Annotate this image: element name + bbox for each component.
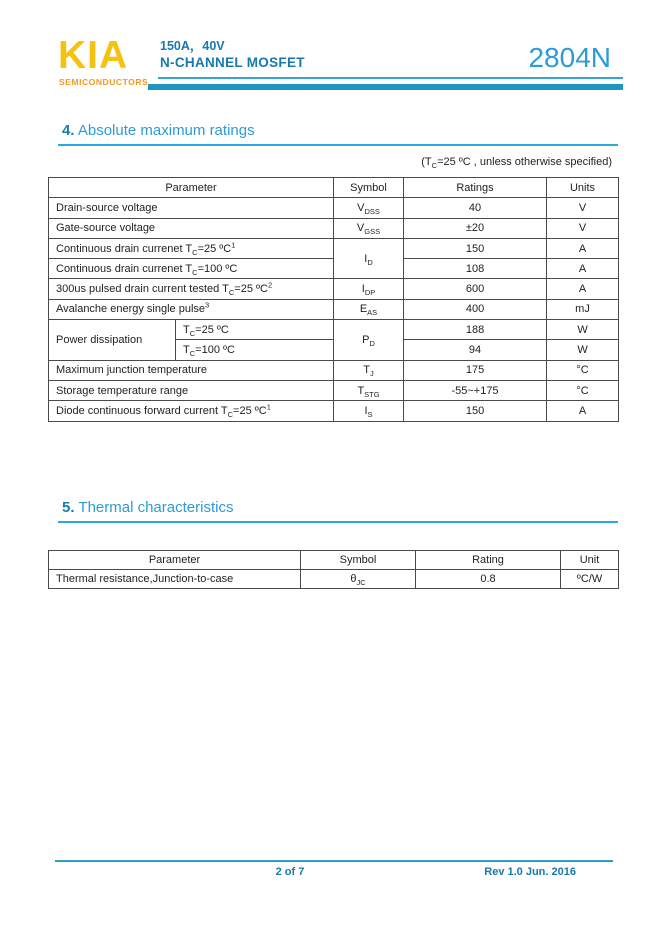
section4-number: 4.	[62, 122, 75, 139]
unit-vdss: V	[547, 198, 619, 218]
header-rule-thick	[148, 84, 623, 90]
table-row	[49, 570, 619, 589]
table-row	[49, 238, 619, 258]
symbol-vdss: $V_{DSS}$	[334, 198, 404, 218]
unit-id-100: A	[547, 259, 619, 279]
footer-rule	[55, 860, 613, 862]
rating-eas: 400	[404, 299, 547, 319]
section5-number: 5.	[62, 499, 75, 516]
rating-idp: 600	[404, 279, 547, 299]
col-header-ratings: Ratings	[404, 178, 547, 198]
rating-pd-25: 188	[404, 320, 547, 340]
table-row	[49, 279, 619, 299]
part-number: 2804N	[528, 42, 611, 73]
param-max-junction-temperature: Maximum junction temperature	[49, 360, 334, 380]
section4-heading	[62, 122, 255, 139]
rating-tstg: -55~+175	[404, 380, 547, 400]
table-row	[49, 360, 619, 380]
page-number: 2 of 7	[275, 866, 305, 878]
unit-tj: °C	[547, 360, 619, 380]
unit-tstg: °C	[547, 380, 619, 400]
rating-id-25: 150	[404, 238, 547, 258]
symbol-vgss: $V_{GSS}$	[334, 218, 404, 238]
param-continuous-drain-current-25: Continuous drain currenet $T_C=25$ ºC$^1$	[49, 238, 334, 258]
rating-theta-jc: 0.8	[416, 570, 561, 589]
condition-pd-25: $T_C=25$ ºC	[176, 320, 334, 340]
param-continuous-drain-current-100: Continuous drain currenet $T_C=100$ ºC	[49, 259, 334, 279]
table-row	[49, 198, 619, 218]
section5-underline	[58, 521, 618, 523]
thermal-characteristics-table	[48, 550, 619, 589]
table-row	[49, 320, 619, 340]
section4-underline	[58, 144, 618, 146]
param-diode-forward-current: Diode continuous forward current $T_C=25$ ºC$^1$	[49, 401, 334, 421]
col-header-symbol: Symbol	[301, 551, 416, 570]
col-header-parameter: Parameter	[49, 551, 301, 570]
unit-pd-25: W	[547, 320, 619, 340]
symbol-pd: $P_D$	[334, 320, 404, 361]
col-header-rating: Rating	[416, 551, 561, 570]
col-header-parameter: Parameter	[49, 178, 334, 198]
table-row	[49, 401, 619, 421]
unit-is: A	[547, 401, 619, 421]
symbol-tstg: $T_{STG}$	[334, 380, 404, 400]
param-avalanche-energy: Avalanche energy single pulse$^3$	[49, 299, 334, 319]
rating-tj: 175	[404, 360, 547, 380]
table-row	[49, 380, 619, 400]
col-header-units: Units	[547, 178, 619, 198]
param-power-dissipation: Power dissipation	[49, 320, 176, 361]
param-gate-source-voltage: Gate-source voltage	[49, 218, 334, 238]
condition-pd-100: $T_C=100$ ºC	[176, 340, 334, 360]
symbol-tj: $T_J$	[334, 360, 404, 380]
unit-idp: A	[547, 279, 619, 299]
param-pulsed-drain-current: 300us pulsed drain current tested $T_C=25$ ºC$^2$	[49, 279, 334, 299]
section5-heading	[62, 499, 233, 516]
section4-title: Absolute maximum ratings	[74, 122, 255, 139]
rating-vdss: 40	[404, 198, 547, 218]
param-storage-temperature: Storage temperature range	[49, 380, 334, 400]
table-row	[49, 218, 619, 238]
rating-id-100: 108	[404, 259, 547, 279]
unit-eas: mJ	[547, 299, 619, 319]
col-header-unit: Unit	[561, 551, 619, 570]
header-rule-thin	[158, 77, 623, 79]
logo-tagline: SEMICONDUCTORS	[59, 77, 149, 87]
conditions-note: ($T_C=25$ ºC , unless otherwise specified)	[421, 156, 612, 171]
table-header-row	[49, 178, 619, 198]
symbol-idp: $I_{DP}$	[334, 279, 404, 299]
section5-title: Thermal characteristics	[74, 499, 234, 516]
param-thermal-resistance: Thermal resistance,Junction-to-case	[49, 570, 301, 589]
unit-vgss: V	[547, 218, 619, 238]
revision-label: Rev 1.0 Jun. 2016	[484, 866, 576, 878]
table-header-row	[49, 551, 619, 570]
rating-pd-100: 94	[404, 340, 547, 360]
symbol-theta-jc: $\theta_{JC}$	[301, 570, 416, 589]
table-row	[49, 259, 619, 279]
table-row	[49, 299, 619, 319]
unit-id-25: A	[547, 238, 619, 258]
device-type: N-CHANNEL MOSFET	[160, 55, 305, 70]
unit-pd-100: W	[547, 340, 619, 360]
unit-theta-jc: ºC/W	[561, 570, 619, 589]
symbol-is: $I_S$	[334, 401, 404, 421]
rating-vgss: ±20	[404, 218, 547, 238]
col-header-symbol: Symbol	[334, 178, 404, 198]
absolute-maximum-ratings-table	[48, 177, 619, 422]
kia-logo: KIA	[58, 34, 129, 77]
device-spec-current-voltage: 150A，40V	[160, 39, 225, 53]
symbol-id: $I_D$	[334, 238, 404, 279]
rating-is: 150	[404, 401, 547, 421]
param-drain-source-voltage: Drain-source voltage	[49, 198, 334, 218]
symbol-eas: $E_{AS}$	[334, 299, 404, 319]
